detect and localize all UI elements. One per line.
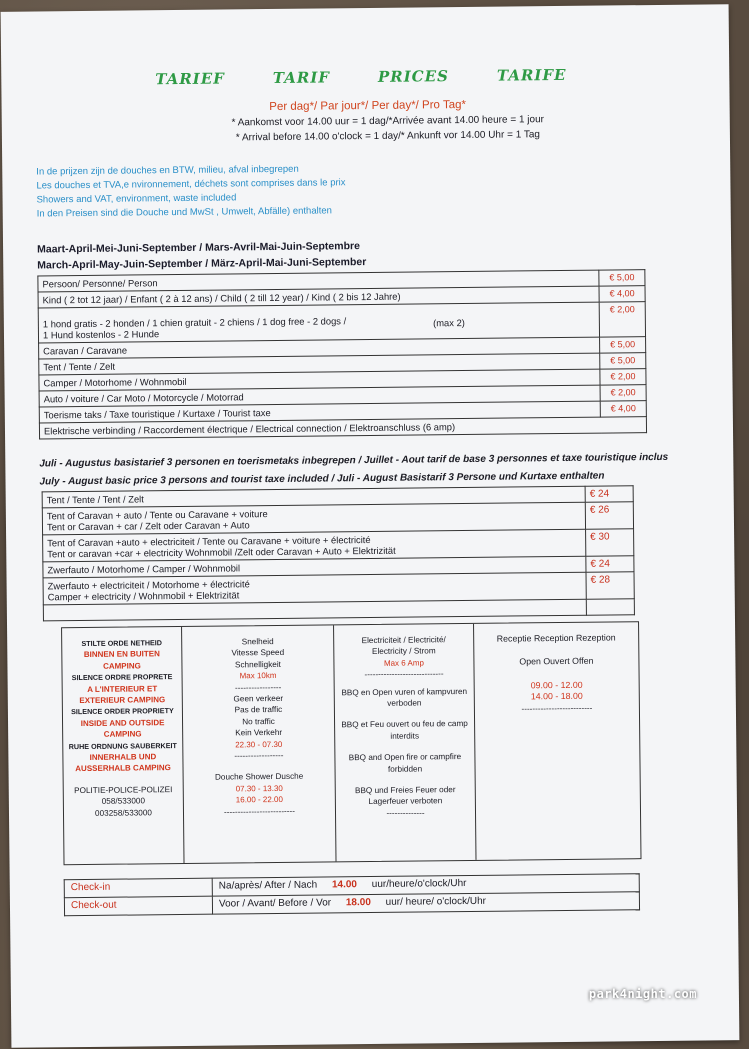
- empty-cell: [586, 599, 634, 616]
- included-nl: In de prijzen zijn de douches en BTW, milieu, afval inbegrepen: [36, 163, 299, 178]
- reception-hours-1: 09.00 - 12.00: [530, 679, 583, 691]
- included-notes: [36, 159, 701, 222]
- july-rates-table: [42, 485, 635, 621]
- rate-label: Toerisme taks / Taxe touristique / Kurtaxe / Tourist taxe: [39, 401, 600, 423]
- season-line-1: Maart-April-Mei-Juni-September / Mars-Avril-Mai-Juin-Septembre: [37, 240, 360, 256]
- price-sheet: [1, 4, 740, 1048]
- rule-line: RUHE ORDNUNG SAUBERKEIT: [68, 740, 177, 751]
- check-out-label: Check-out: [64, 896, 212, 916]
- season-line-2: March-April-May-Juin-September / März-April-Mai-Juni-September: [37, 256, 367, 272]
- july-rate-line-2: Camper + electricity / Wohnmobil + Elektrizität: [47, 589, 240, 603]
- electricity-line: Electriciteit / Electricité/: [361, 635, 446, 646]
- rate-label: Kind ( 2 tot 12 jaar) / Enfant ( 2 à 12 ans) / Child ( 2 till 12 year) / Kind ( 2 bis 12 Jahre): [38, 286, 599, 308]
- rate-price: € 5,00: [600, 337, 646, 353]
- included-de: In den Preisen sind die Douche und MwSt , Umwelt, Abfälle) enthalten: [36, 205, 332, 220]
- reception-label: Receptie Reception Rezeption: [496, 632, 616, 644]
- title-fr: TARIF: [272, 68, 331, 87]
- rule-line: SILENCE ORDER PROPRIETY: [71, 706, 174, 717]
- july-rate-price: € 24: [585, 486, 633, 503]
- traffic-line: Geen verkeer: [233, 693, 284, 704]
- bbq-rule-fr: BBQ et Feu ouvert ou feu de camp interdits: [341, 719, 468, 741]
- reception-hours-2: 14.00 - 18.00: [530, 691, 583, 702]
- electricity-column: [334, 624, 476, 861]
- per-day-heading: Per dag*/ Par jour*/ Per day*/ Pro Tag*: [269, 98, 467, 114]
- divider: -----------------------------: [364, 669, 444, 680]
- bbq-rule-de: BBQ und Freies Feuer oder Lagerfeuer verboten: [354, 785, 456, 807]
- check-in-label: Check-in: [64, 878, 212, 898]
- july-rate-price: € 26: [585, 502, 633, 530]
- electricity-max: Max 6 Amp: [383, 658, 424, 668]
- dogs-max-note: (max 2): [433, 316, 465, 329]
- july-august-heading: [39, 449, 703, 492]
- shower-hours-2: 16.00 - 22.00: [235, 795, 283, 805]
- title-de: TARIFE: [496, 65, 567, 85]
- rule-line: BINNEN EN BUITEN CAMPING: [83, 649, 160, 671]
- dogs-line-1: 1 hond gratis - 2 honden / 1 chien gratuit - 2 chiens / 1 dog free - 2 dogs /: [42, 315, 347, 330]
- season-heading: [37, 235, 701, 274]
- rate-price: € 4,00: [600, 401, 646, 417]
- traffic-line: No traffic: [242, 716, 275, 727]
- rule-line: STILTE ORDE NETHEID: [81, 638, 163, 649]
- july-rate-price: € 24: [586, 556, 634, 573]
- arrival-rule-2: * Arrival before 14.00 o'clock = 1 day/* Ankunft vor 14.00 Uhr = 1 Tag: [235, 129, 541, 144]
- included-en: Showers and VAT, environment, waste included: [36, 192, 237, 206]
- info-panel: [61, 621, 641, 865]
- rule-line: INSIDE AND OUTSIDE CAMPING: [80, 718, 165, 740]
- dogs-line-2: 1 Hund kostenlos - 2 Hunde: [42, 328, 160, 341]
- no-traffic-hours: 22.30 - 07.30: [235, 739, 283, 750]
- check-times-table: [64, 873, 640, 916]
- july-rate-line-1: Tent of Caravan +auto + electriciteit / Tente ou Caravane + voiture + électricité: [47, 533, 371, 549]
- divider: --------------------------: [223, 806, 295, 817]
- speed-line: Snelheid: [241, 637, 274, 647]
- check-out-text: Voor / Avant/ Before / Vor: [218, 897, 332, 910]
- rate-price: € 2,00: [599, 302, 645, 337]
- rate-label: Caravan / Caravane: [39, 337, 600, 359]
- check-in-time: 14.00: [331, 879, 358, 891]
- speed-line: Vitesse Speed: [231, 648, 285, 658]
- included-fr: Les douches et TVA,e nvironnement, déchets sont comprises dans le prix: [36, 177, 346, 192]
- rate-label: Elektrische verbinding / Raccordement électrique / Electrical connection / Elektroanschluss (6 amp): [39, 417, 646, 439]
- electricity-line: Electricity / Strom: [371, 646, 436, 657]
- july-rate-label: Tent / Tente / Tent / Zelt: [42, 486, 585, 508]
- shower-hours-1: 07.30 - 13.30: [235, 783, 283, 794]
- rate-price: € 5,00: [600, 353, 646, 369]
- check-in-text: Na/après/ After / Nach: [218, 879, 318, 892]
- divider: ------------------: [234, 750, 284, 761]
- rate-price: € 5,00: [599, 270, 645, 286]
- reception-column: [474, 622, 640, 860]
- speed-limit: Max 10km: [239, 671, 277, 681]
- rule-line: INNERHALB UND AUSSERHALB CAMPING: [75, 752, 171, 774]
- bbq-rule-en: BBQ and Open fire or campfire forbidden: [348, 752, 462, 774]
- season-rates-table: [37, 269, 647, 439]
- july-rate-price: € 30: [586, 529, 634, 557]
- shower-label: Douche Shower Dusche: [214, 772, 304, 783]
- speed-line: Schnelligkeit: [234, 659, 281, 670]
- traffic-line: Pas de traffic: [234, 705, 283, 715]
- title-nl: TARIEF: [155, 69, 225, 89]
- rate-label: Persoon/ Personne/ Person: [38, 270, 599, 292]
- check-out-unit: uur/ heure/ o'clock/Uhr: [385, 895, 486, 908]
- rate-label: Auto / voiture / Car Moto / Motorcycle / Motorrad: [39, 385, 600, 407]
- rate-price: € 4,00: [599, 286, 645, 302]
- rules-column: [62, 627, 184, 864]
- divider: --------------------------: [521, 703, 593, 714]
- rate-price: € 2,00: [600, 369, 646, 385]
- bbq-rule-nl: BBQ en Open vuren of kampvuren verboden: [341, 686, 468, 708]
- rule-line: A L'INTERIEUR ET EXTERIEUR CAMPING: [79, 683, 166, 706]
- rule-line: SILENCE ORDRE PROPRETE: [71, 672, 173, 683]
- police-phone-2: 003258/533000: [94, 807, 152, 818]
- july-rate-price: € 28: [586, 572, 634, 600]
- divider: -----------------: [234, 682, 282, 693]
- traffic-line: Kein Verkehr: [235, 728, 283, 738]
- rate-price: € 2,00: [600, 385, 646, 401]
- july-rate-line-1: Tent of Caravan + auto / Tente ou Caravane + voiture: [46, 508, 268, 522]
- arrival-rules: [76, 111, 700, 148]
- rate-label: Camper / Motorhome / Wohnmobil: [39, 369, 600, 391]
- park4night-watermark: park4night.com: [588, 987, 697, 1001]
- july-text-1: Juli - Augustus basistarief 3 personen en toerismetaks inbegrepen / Juillet - Aout tarif de base 3 personnes et taxe touristique inclus: [39, 451, 669, 470]
- open-label: Open Ouvert Offen: [519, 656, 594, 667]
- rate-label-dogs: [38, 302, 599, 343]
- july-text-2: July - August basic price 3 persons and tourist taxe included / Juli - August Basistarif 3 Persone und Kurtaxe enthalten: [39, 470, 605, 488]
- arrival-rule-1: * Aankomst voor 14.00 uur = 1 dag/*Arrivée avant 14.00 heure = 1 jour: [231, 114, 545, 129]
- july-rate-label: Zwerfauto / Motorhome / Camper / Wohnmobil: [43, 556, 586, 578]
- check-out-value: [212, 892, 639, 914]
- police-label: POLITIE-POLICE-POLIZEI: [74, 784, 173, 795]
- check-in-unit: uur/heure/o'clock/Uhr: [371, 878, 467, 891]
- tariff-title-row: [155, 65, 699, 89]
- july-rate-line-1: Zwerfauto + electriciteit / Motorhome + électricité: [47, 578, 250, 592]
- july-rate-line-2: Tent or caravan +car + electricity Wohnmobil /Zelt oder Caravan + Auto + Elektrizität: [47, 544, 396, 560]
- check-out-time: 18.00: [345, 897, 371, 909]
- divider: --------------: [386, 808, 425, 818]
- speed-column: [182, 625, 336, 863]
- july-rate-line-2: Tent or Caravan + car / Zelt oder Caravan + Auto: [46, 519, 250, 533]
- title-en: PRICES: [377, 67, 450, 86]
- police-phone-1: 058/533000: [101, 796, 146, 807]
- rate-label: Tent / Tente / Zelt: [39, 353, 600, 375]
